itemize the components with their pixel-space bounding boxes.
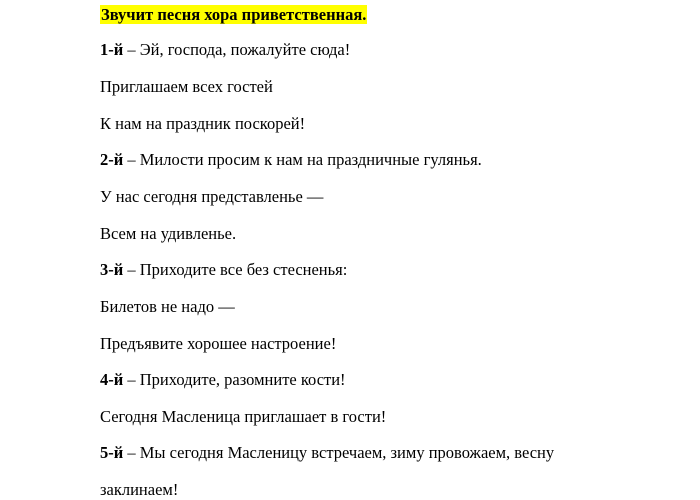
text-line-5 xyxy=(100,187,323,207)
text-line-10 xyxy=(100,370,346,390)
text-line-4 xyxy=(100,150,482,170)
text-line-1 xyxy=(100,40,350,60)
line-text: – Мы сегодня Масленицу встречаем, зиму провожаем, весну xyxy=(123,443,555,462)
text-line-13 xyxy=(100,480,178,500)
line-text: Всем на удивленье. xyxy=(100,224,237,243)
line-text: К нам на праздник поскорей! xyxy=(100,114,306,133)
line-text: У нас сегодня представленье — xyxy=(100,187,324,206)
speaker-label: 5-й xyxy=(100,443,124,462)
line-text: заклинаем! xyxy=(100,480,179,499)
line-text: – Приходите, разомните кости! xyxy=(123,370,346,389)
heading-line xyxy=(100,5,367,25)
speaker-label: 1-й xyxy=(100,40,124,59)
line-text: Предъявите хорошее настроение! xyxy=(100,334,337,353)
text-line-6 xyxy=(100,224,236,244)
line-text: – Милости просим к нам на праздничные гулянья. xyxy=(123,150,482,169)
text-line-12 xyxy=(100,443,554,463)
text-line-11 xyxy=(100,407,386,427)
line-text: Приглашаем всех гостей xyxy=(100,77,273,96)
text-line-9 xyxy=(100,334,336,354)
speaker-label: 4-й xyxy=(100,370,124,389)
line-text: Билетов не надо — xyxy=(100,297,235,316)
speaker-label: 2-й xyxy=(100,150,124,169)
line-text: – Приходите все без стесненья: xyxy=(123,260,348,279)
text-line-2 xyxy=(100,77,273,97)
text-line-3 xyxy=(100,114,305,134)
line-text: – Эй, господа, пожалуйте сюда! xyxy=(123,40,351,59)
line-text: Сегодня Масленица приглашает в гости! xyxy=(100,407,387,426)
text-line-8 xyxy=(100,297,235,317)
text-line-7 xyxy=(100,260,347,280)
speaker-label: 3-й xyxy=(100,260,124,279)
song-heading: Звучит песня хора приветственная. xyxy=(101,5,367,24)
